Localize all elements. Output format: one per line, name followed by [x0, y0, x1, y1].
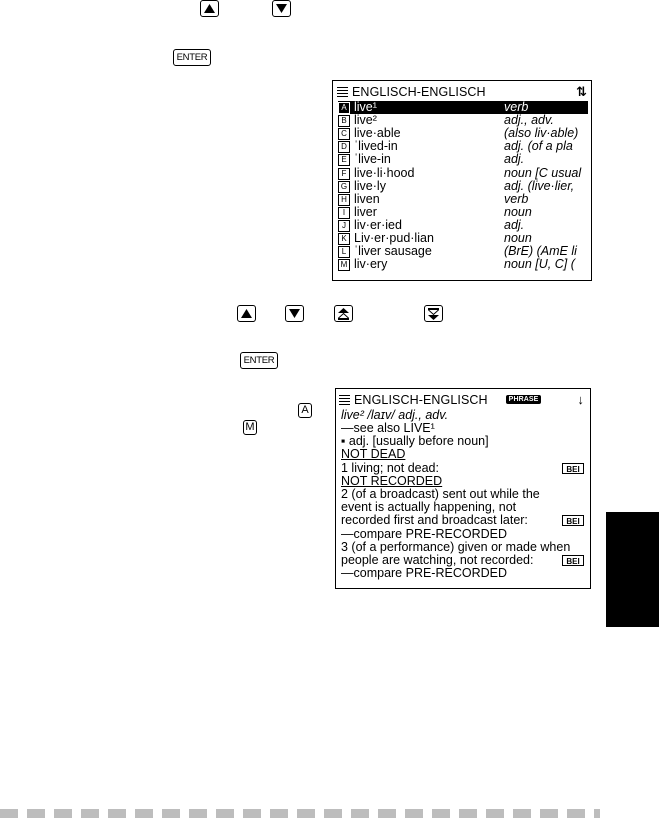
- headword: ˈliver sausage: [354, 244, 432, 259]
- item-letter-label: A: [338, 102, 350, 114]
- scroll-down-icon: ↓: [577, 392, 584, 407]
- headword: liven: [354, 191, 380, 206]
- list-item[interactable]: [338, 219, 588, 232]
- list-item[interactable]: [338, 232, 588, 245]
- dictionary-list-screen: [332, 80, 592, 281]
- definition-line: NOT RECORDED: [341, 473, 443, 488]
- item-letter-label: L: [338, 246, 350, 258]
- headword: live¹: [354, 100, 377, 114]
- headword: live·able: [354, 126, 401, 141]
- item-letter-label: H: [338, 194, 350, 206]
- definition-line: ▪ adj. [usually before noun]: [341, 434, 489, 449]
- list-item[interactable]: [338, 258, 588, 271]
- scroll-arrows-icon: ⇅: [576, 83, 587, 99]
- screen-title-bar: [339, 392, 586, 407]
- list-item[interactable]: [338, 206, 588, 219]
- headword: liver: [354, 204, 377, 219]
- page-up-key-icon: [334, 305, 353, 322]
- definition-line: —see also LIVE¹: [341, 421, 435, 435]
- down-arrow-key-icon: [272, 0, 291, 17]
- headword: liv·ery: [354, 257, 388, 272]
- chapter-tab: [606, 512, 659, 627]
- definition-line: 1 living; not dead:: [341, 460, 439, 475]
- example-button[interactable]: BEI: [562, 515, 584, 526]
- list-item[interactable]: [338, 127, 588, 140]
- definition-line: NOT DEAD: [341, 447, 406, 462]
- list-item[interactable]: [338, 140, 588, 153]
- letter-a-key-icon: A: [298, 403, 312, 418]
- item-letter-label: E: [338, 154, 350, 166]
- headword: live·ly: [354, 178, 386, 193]
- part-of-speech: noun: [504, 231, 532, 245]
- list-item[interactable]: [338, 101, 588, 114]
- part-of-speech: noun [U, C] (: [504, 257, 575, 272]
- definition-line: recorded first and broadcast later:: [341, 513, 528, 528]
- item-letter-label: F: [338, 168, 350, 180]
- page-down-key-icon: [424, 305, 443, 322]
- item-letter-label: B: [338, 115, 350, 127]
- list-item[interactable]: [338, 114, 588, 127]
- footer-dashed-line: [0, 809, 600, 818]
- definition-line: —compare PRE-RECORDED: [341, 566, 508, 581]
- item-letter-label: K: [338, 233, 350, 245]
- up-arrow-key-icon: [200, 0, 219, 17]
- list-item[interactable]: [338, 245, 588, 258]
- part-of-speech: adj. (of a pla: [504, 139, 573, 154]
- headword: live²: [354, 113, 377, 128]
- list-item[interactable]: [338, 167, 588, 180]
- item-letter-label: M: [338, 259, 350, 271]
- headword: Liv·er·pud·lian: [354, 231, 434, 245]
- phrase-badge: PHRASE: [506, 395, 542, 404]
- item-letter-label: I: [338, 207, 350, 219]
- down-arrow-key-icon: [285, 305, 304, 322]
- entry-headword-line: live² /laɪv/ adj., adv.: [341, 408, 449, 422]
- enter-key-icon: ENTER: [240, 352, 278, 369]
- headword: liv·er·ied: [354, 217, 402, 232]
- list-item[interactable]: [338, 153, 588, 166]
- definition-line: 3 (of a performance) given or made when: [341, 539, 571, 554]
- dictionary-entry-screen: [335, 388, 591, 589]
- part-of-speech: adj.: [504, 152, 525, 167]
- part-of-speech: noun [C usual: [504, 165, 582, 180]
- screen-title-bar: [337, 84, 587, 99]
- definition-line: —compare PRE-RECORDED: [341, 526, 508, 541]
- screen-title: ENGLISCH-ENGLISCH: [354, 392, 488, 407]
- list-item[interactable]: [338, 193, 588, 206]
- up-arrow-key-icon: [237, 305, 256, 322]
- letter-m-key-icon: M: [243, 420, 257, 435]
- definition-line: people are watching, not recorded:: [341, 553, 534, 567]
- list-item[interactable]: [338, 180, 588, 193]
- part-of-speech: verb: [504, 191, 529, 206]
- enter-key-icon: ENTER: [173, 49, 211, 66]
- menu-icon: [337, 87, 348, 97]
- part-of-speech: (also liv·able): [504, 126, 579, 141]
- part-of-speech: (BrE) (AmE li: [504, 244, 577, 259]
- item-letter-label: D: [338, 141, 350, 153]
- headword: live·li·hood: [354, 165, 415, 180]
- headword: ˈlived-in: [354, 139, 398, 154]
- item-letter-label: G: [338, 181, 350, 193]
- item-letter-label: J: [338, 220, 350, 232]
- part-of-speech: verb: [504, 100, 529, 114]
- menu-icon: [339, 395, 350, 405]
- definition-line: 2 (of a broadcast) sent out while the: [341, 487, 540, 501]
- example-button[interactable]: BEI: [562, 555, 584, 566]
- part-of-speech: adj., adv.: [504, 113, 554, 128]
- definition-line: event is actually happening, not: [341, 500, 517, 515]
- item-letter-label: C: [338, 128, 350, 140]
- part-of-speech: adj.: [504, 217, 525, 232]
- example-button[interactable]: BEI: [562, 463, 584, 474]
- screen-title: ENGLISCH-ENGLISCH: [352, 84, 486, 99]
- headword: ˈlive-in: [354, 152, 391, 167]
- part-of-speech: noun: [504, 204, 532, 219]
- part-of-speech: adj. (live·lier,: [504, 178, 575, 193]
